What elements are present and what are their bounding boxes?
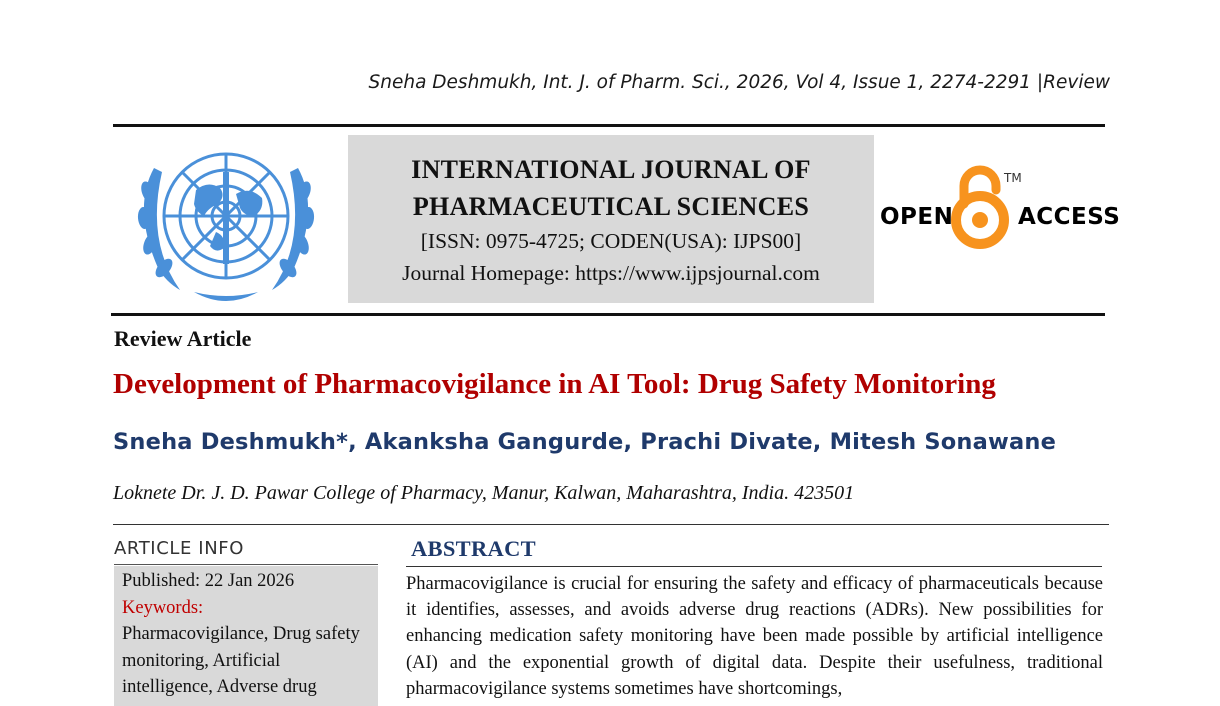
section-divider — [113, 524, 1109, 525]
keywords-list: Pharmacovigilance, Drug safety monitoring, Artificial intelligence, Adverse drug — [122, 624, 360, 697]
journal-header-box — [348, 135, 874, 303]
open-access-logo — [878, 160, 1121, 260]
journal-title-line1: INTERNATIONAL JOURNAL OF — [411, 155, 811, 184]
article-info-rule — [114, 564, 378, 565]
author-list: Sneha Deshmukh*, Akanksha Gangurde, Prachi Divate, Mitesh Sonawane — [113, 429, 1057, 455]
abstract-text: Pharmacovigilance is crucial for ensuring the safety and efficacy of pharmaceuticals because it identifies, assesses, and avoids adverse drug reactions (ADRs). New possibilities for enhancing medication safety monitoring have been made possible by artificial intelligence (AI) and the exponential growth of digital data. Despite their usefulness, traditional pharmacovigilance systems sometimes have shortcomings, — [406, 574, 1103, 699]
journal-title-line2: PHARMACEUTICAL SCIENCES — [412, 192, 810, 221]
article-info-box — [114, 566, 378, 706]
keywords-label: Keywords: — [122, 597, 204, 618]
trademark-mark: TM — [1004, 171, 1022, 185]
journal-issn: [ISSN: 0975-4725; CODEN(USA): IJPS00] — [420, 229, 802, 253]
header-bottom-rule — [111, 313, 1105, 316]
article-type: Review Article — [114, 326, 252, 351]
open-access-right-text: ACCESS — [1018, 204, 1121, 230]
affiliation: Loknete Dr. J. D. Pawar College of Pharmacy, Manur, Kalwan, Maharashtra, India. 423501 — [113, 482, 855, 504]
abstract-heading: ABSTRACT — [411, 536, 536, 561]
open-access-lock-icon — [956, 170, 1004, 244]
abstract-rule — [406, 566, 1102, 567]
article-title: Development of Pharmacovigilance in AI Tool: Drug Safety Monitoring — [113, 368, 996, 400]
running-head: Sneha Deshmukh, Int. J. of Pharm. Sci., 2026, Vol 4, Issue 1, 2274-2291 |Review — [368, 72, 1110, 93]
published-date: Published: 22 Jan 2026 — [122, 571, 295, 591]
journal-emblem-logo — [124, 132, 328, 308]
article-info-heading: ARTICLE INFO — [114, 538, 245, 559]
open-access-left-text: OPEN — [880, 204, 954, 230]
journal-homepage[interactable]: Journal Homepage: https://www.ijpsjournal.com — [402, 261, 820, 285]
journal-title — [348, 151, 874, 225]
header-top-rule — [113, 124, 1105, 127]
